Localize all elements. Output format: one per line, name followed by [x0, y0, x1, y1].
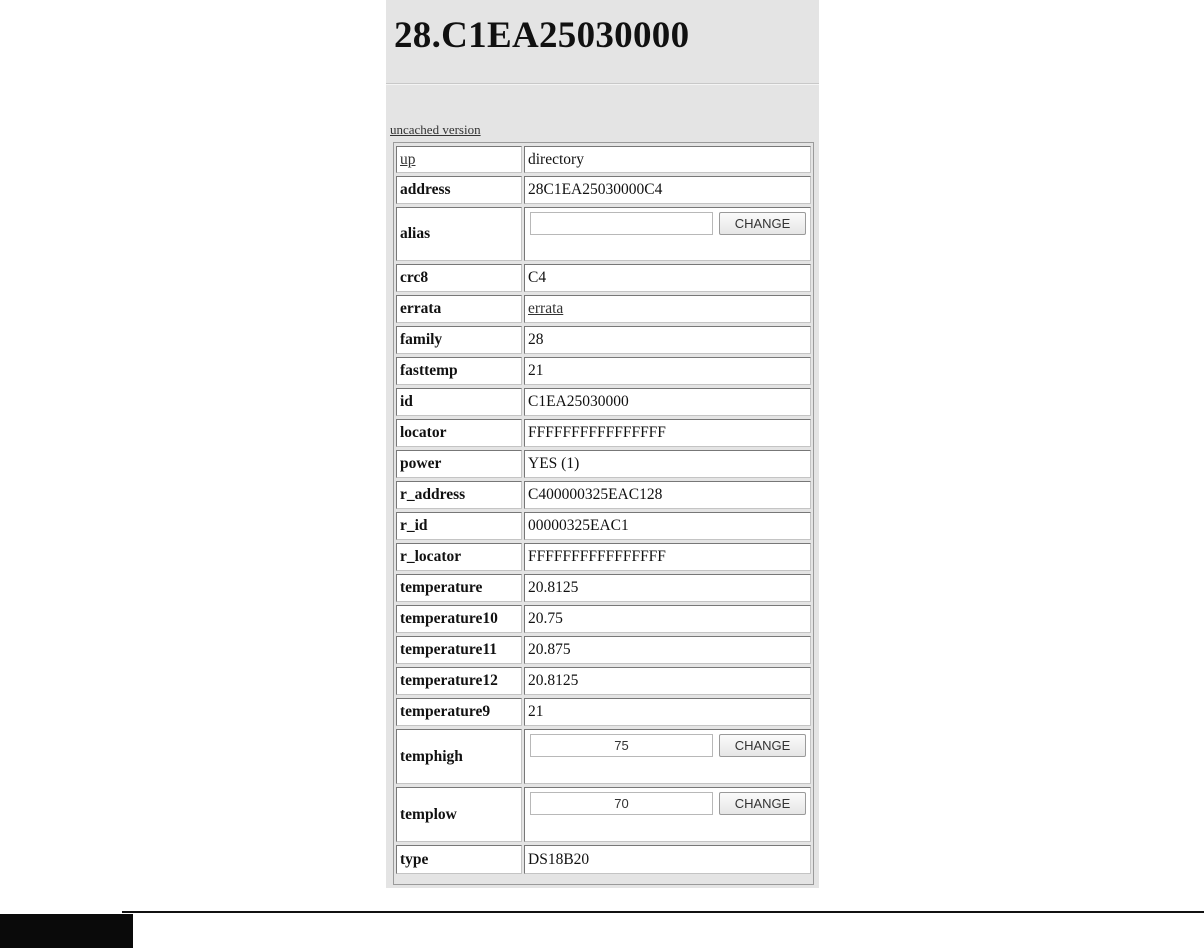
row-key: errata	[396, 295, 522, 323]
row-key: id	[396, 388, 522, 416]
row-key: address	[396, 176, 522, 204]
table-row-temperature	[396, 574, 811, 602]
row-value: 20.8125	[524, 667, 811, 695]
row-key: power	[396, 450, 522, 478]
table-row-temperature11	[396, 636, 811, 664]
alias-change-button[interactable]: CHANGE	[719, 212, 806, 235]
table-row-up	[396, 146, 811, 173]
row-key: family	[396, 326, 522, 354]
table-row-power	[396, 450, 811, 478]
row-value: 00000325EAC1	[524, 512, 811, 540]
templow-change-button[interactable]: CHANGE	[719, 792, 806, 815]
templow-input[interactable]: 70	[530, 792, 713, 815]
row-value: directory	[524, 146, 811, 173]
table-row-family	[396, 326, 811, 354]
row-value: 20.75	[524, 605, 811, 633]
properties-table	[393, 142, 814, 885]
row-key: temperature9	[396, 698, 522, 726]
row-value: FFFFFFFFFFFFFFFF	[524, 419, 811, 447]
row-value: C400000325EAC128	[524, 481, 811, 509]
row-key: r_address	[396, 481, 522, 509]
temphigh-change-button[interactable]: CHANGE	[719, 734, 806, 757]
row-value: 28C1EA25030000C4	[524, 176, 811, 204]
table-row-id	[396, 388, 811, 416]
row-value: YES (1)	[524, 450, 811, 478]
row-key: temperature11	[396, 636, 522, 664]
row-value: C1EA25030000	[524, 388, 811, 416]
row-key: temperature12	[396, 667, 522, 695]
table-row-r-address	[396, 481, 811, 509]
table-row-type	[396, 845, 811, 874]
table-row-errata	[396, 295, 811, 323]
table-row-crc8	[396, 264, 811, 292]
row-key: temperature10	[396, 605, 522, 633]
alias-input[interactable]	[530, 212, 713, 235]
row-key: fasttemp	[396, 357, 522, 385]
temphigh-input[interactable]: 75	[530, 734, 713, 757]
row-key: templow	[396, 787, 522, 842]
owfs-page-panel	[386, 0, 819, 888]
row-key: locator	[396, 419, 522, 447]
row-value: 20.8125	[524, 574, 811, 602]
table-row-r-id	[396, 512, 811, 540]
table-row-temphigh	[396, 729, 811, 784]
page-title: 28.C1EA25030000	[394, 15, 690, 56]
row-value: C4	[524, 264, 811, 292]
corner-block	[0, 914, 133, 948]
row-value: 21	[524, 698, 811, 726]
row-key: temphigh	[396, 729, 522, 784]
table-row-temperature9	[396, 698, 811, 726]
row-value: 20.875	[524, 636, 811, 664]
row-key: temperature	[396, 574, 522, 602]
table-row-templow	[396, 787, 811, 842]
table-row-alias	[396, 207, 811, 261]
row-value: 21	[524, 357, 811, 385]
row-value: DS18B20	[524, 845, 811, 874]
row-key: type	[396, 845, 522, 874]
up-link[interactable]: up	[400, 150, 416, 168]
row-value: 28	[524, 326, 811, 354]
table-row-temperature10	[396, 605, 811, 633]
row-key: crc8	[396, 264, 522, 292]
table-row-fasttemp	[396, 357, 811, 385]
page-rule	[122, 911, 1204, 913]
title-divider	[386, 83, 819, 85]
errata-link[interactable]: errata	[528, 300, 564, 317]
row-value: FFFFFFFFFFFFFFFF	[524, 543, 811, 571]
table-row-temperature12	[396, 667, 811, 695]
row-key: alias	[396, 207, 522, 261]
table-row-address	[396, 176, 811, 204]
uncached-version-link[interactable]: uncached version	[390, 122, 481, 137]
table-row-r-locator	[396, 543, 811, 571]
row-key: r_locator	[396, 543, 522, 571]
table-row-locator	[396, 419, 811, 447]
row-key: r_id	[396, 512, 522, 540]
